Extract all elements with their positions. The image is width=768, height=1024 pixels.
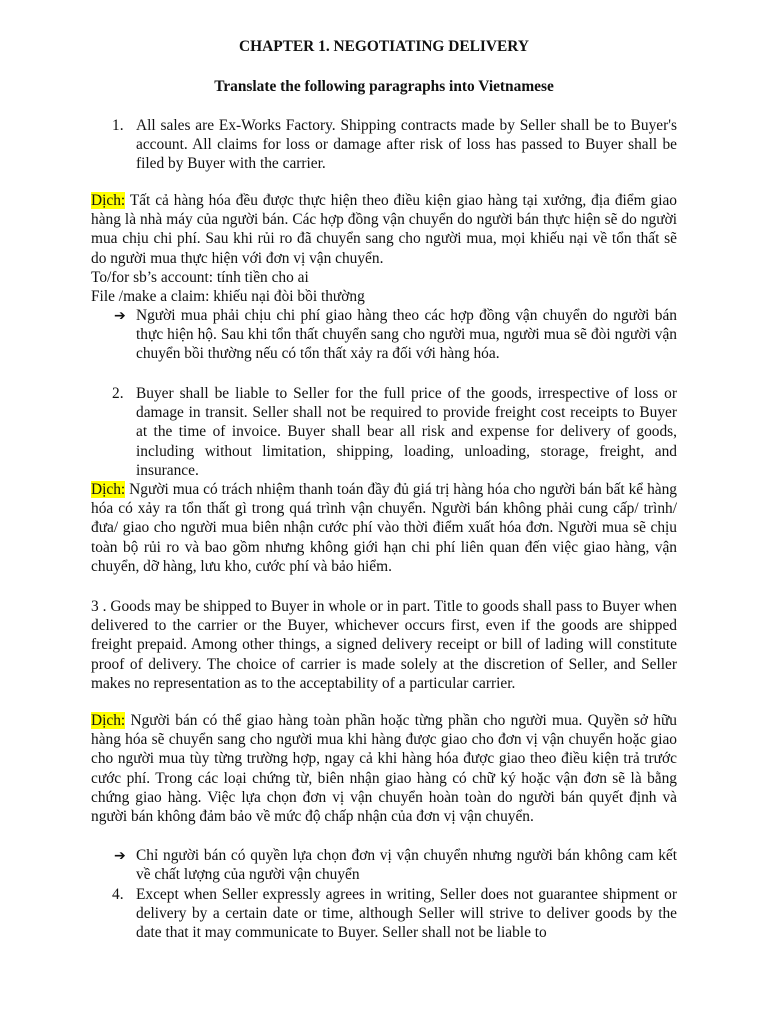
item-number: 1.: [112, 117, 124, 134]
item-number: 4.: [112, 886, 124, 903]
item-4-english: Except when Seller expressly agrees in writing, Seller does not guarantee shipment or delivery by a certain date or time, although Seller will strive to deliver goods by the date that it may communicate to Buyer. Seller shall not be liable to: [136, 886, 677, 942]
item-2-english: Buyer shall be liable to Seller for the full price of the goods, irrespective of loss or damage in transit. Seller shall not be required to provide freight cost receipts to Buyer at the time of invoice. Buyer shall bear all risk and expense for delivery of goods, including without limitation, shipping, loading, unloading, storage, freight, and insurance.: [136, 385, 677, 479]
translation-text: Tất cả hàng hóa đều được thực hiện theo điều kiện giao hàng tại xưởng, địa điểm giao hàng là nhà máy của người bán. Các hợp đồng vận chuyển do người bán thực hiện sẽ do người mua chịu chi phí. Sau khi rủi ro đã chuyển sang cho người mua, mọi khiếu nại về tổn thất sẽ do người mua thực hiện với đơn vị vận chuyển.: [91, 192, 677, 267]
translation-text: Người mua có trách nhiệm thanh toán đầy đủ giá trị hàng hóa cho người bán bất kể hàng hóa có xảy ra tổn thất gì trong quá trình vận chuyển. Người bán không phải cung cấp/ trình/ đưa/ giao cho người mua biên nhận cước phí vào thời điểm xuất hóa đơn. Người mua sẽ chịu toàn bộ rủi ro và bao gồm nhưng không giới hạn chi phí liên quan đến việc giao hàng, vận chuyển, dỡ hàng, lưu kho, cước phí và bảo hiểm.: [91, 481, 677, 575]
item-number: 2.: [112, 385, 124, 402]
instruction-heading: Translate the following paragraphs into Vietnamese: [214, 78, 554, 95]
translation-text: Người bán có thể giao hàng toàn phần hoặc từng phần cho người mua. Quyền sở hữu hàng hóa sẽ chuyển sang cho người mua khi hàng được giao cho đơn vị vận chuyển hoặc giao cho người mua tùy từng trường hợp, ngay cả khi hàng hóa được giao theo điều kiện trả trước cước phí. Trong các loại chứng từ, biên nhận giao hàng có chữ ký hoặc vận đơn sẽ là bằng chứng giao hàng. Việc lựa chọn đơn vị vận chuyển hoàn toàn do người bán quyết định và người bán không đảm bảo về mức độ chấp nhận của đơn vị vận chuyển.: [91, 712, 678, 826]
dich-label: Dịch:: [91, 712, 126, 729]
vocab-line: File /make a claim: khiếu nại đòi bồi thường: [91, 288, 365, 305]
arrow-right-icon: ➔: [114, 308, 126, 324]
dich-label: Dịch:: [91, 481, 126, 498]
arrow-right-icon: ➔: [114, 848, 126, 864]
item-3-translation: [91, 711, 677, 826]
dich-label: Dịch:: [91, 192, 126, 209]
english-text: Goods may be shipped to Buyer in whole or in part. Title to goods shall pass to Buyer when delivered to the carrier or the Buyer, whichever occurs first, even if the goods are shipped freight prepaid. Among other things, a signed delivery receipt or bill of lading will constitute proof of delivery. The choice of carrier is made solely at the discretion of Seller, and Seller makes no representation as to the acceptability of a particular carrier.: [91, 598, 678, 692]
item-3-note: Chỉ người bán có quyền lựa chọn đơn vị vận chuyển nhưng người bán không cam kết về chất lượng của người vận chuyển: [136, 847, 677, 884]
chapter-title: CHAPTER 1. NEGOTIATING DELIVERY: [239, 38, 529, 55]
item-2-translation: [91, 480, 677, 576]
item-1-english: All sales are Ex-Works Factory. Shipping contracts made by Seller shall be to Buyer's account. All claims for loss or damage after risk of loss has passed to Buyer shall be filed by Buyer with the carrier.: [136, 117, 677, 173]
item-1-translation: [91, 191, 677, 268]
item-1-note: Người mua phải chịu chi phí giao hàng theo các hợp đồng vận chuyển do người bán thực hiện hộ. Sau khi tổn thất chuyển sang cho người mua, người mua sẽ đòi người vận chuyển bồi thường nếu có tổn thất xảy ra đối với hàng hóa.: [136, 307, 677, 363]
item-number: 3 .: [91, 598, 107, 615]
item-3-english: [91, 597, 677, 693]
vocab-line: To/for sb’s account: tính tiền cho ai: [91, 269, 309, 286]
